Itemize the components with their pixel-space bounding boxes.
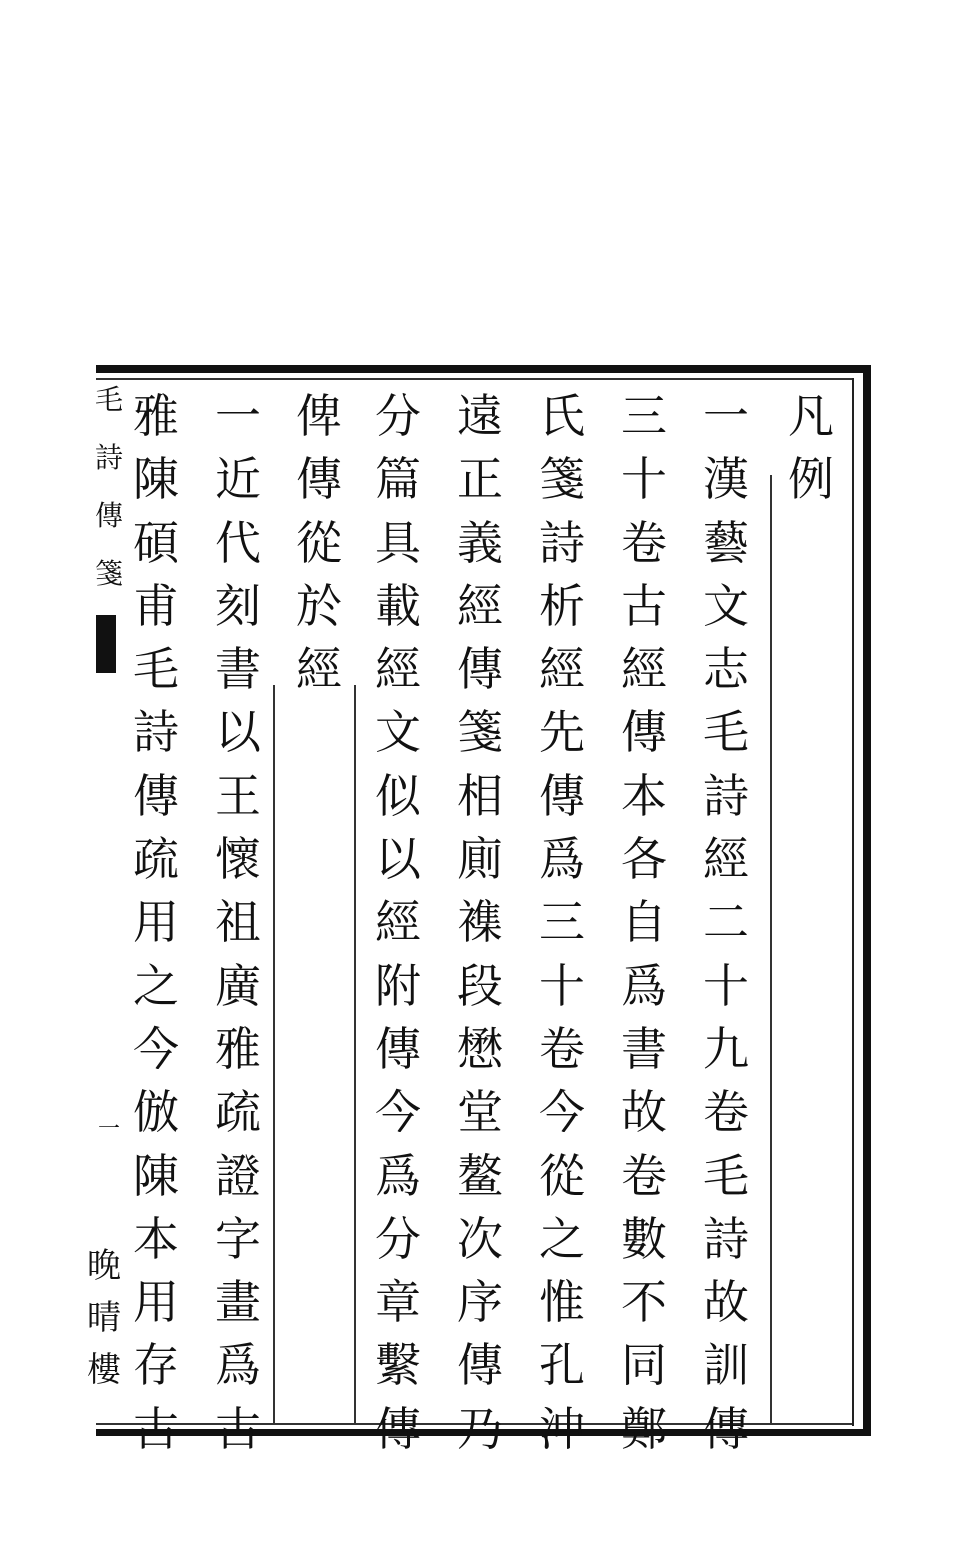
- text-char: 卷: [539, 1021, 585, 1076]
- text-char: 陳: [133, 452, 179, 507]
- text-char: 廁: [457, 832, 503, 887]
- text-char: 爲: [539, 832, 585, 887]
- spine-title-char: 詩: [95, 441, 124, 474]
- text-char: 次: [457, 1211, 503, 1266]
- text-char: 氏: [539, 389, 585, 443]
- text-char: 甫: [133, 578, 179, 633]
- text-char: 經: [375, 895, 421, 950]
- text-char: 詩: [133, 705, 179, 760]
- text-char: 詩: [539, 515, 585, 570]
- text-char: 傳: [457, 642, 503, 697]
- frame-top-border: [96, 365, 871, 373]
- text-char: 鄭: [621, 1401, 667, 1456]
- text-char: 繫: [375, 1338, 421, 1393]
- text-char: 書: [621, 1021, 667, 1076]
- text-char: 之: [539, 1211, 585, 1266]
- text-char: 經: [375, 642, 421, 697]
- text-char: 今: [539, 1085, 585, 1140]
- text-char: 數: [621, 1211, 667, 1266]
- text-char: 毛: [703, 1148, 749, 1203]
- text-char: 於: [296, 578, 342, 633]
- hall-name-char: 樓: [87, 1350, 121, 1390]
- text-char: 倣: [133, 1085, 179, 1140]
- text-char: 段: [457, 958, 503, 1013]
- text-char: 爲: [621, 958, 667, 1013]
- text-char: 經: [539, 642, 585, 697]
- text-char: 義: [457, 515, 503, 570]
- text-column-6: [283, 385, 355, 701]
- text-char: 以: [375, 832, 421, 887]
- text-char: 傳: [296, 452, 342, 507]
- text-char: 一: [215, 389, 261, 443]
- text-char: 三: [539, 895, 585, 950]
- title-char: 凡: [788, 389, 834, 443]
- text-char: 字: [215, 1211, 261, 1266]
- text-char: 故: [621, 1085, 667, 1140]
- text-char: 毛: [133, 642, 179, 697]
- text-char: 古: [215, 1401, 261, 1456]
- text-char: 經: [457, 578, 503, 633]
- text-char: 古: [133, 1401, 179, 1456]
- text-char: 附: [375, 958, 421, 1013]
- text-char: 序: [457, 1275, 503, 1330]
- text-char: 今: [375, 1085, 421, 1140]
- text-char: 本: [133, 1211, 179, 1266]
- text-char: 故: [703, 1275, 749, 1330]
- text-char: 用: [133, 895, 179, 950]
- text-char: 十: [621, 452, 667, 507]
- text-char: 廣: [215, 958, 261, 1013]
- text-char: 碩: [133, 515, 179, 570]
- text-char: 十: [539, 958, 585, 1013]
- text-column-4: [444, 385, 516, 1461]
- spine-title-char: 傳: [95, 499, 124, 532]
- text-char: 經: [296, 642, 342, 697]
- text-char: 卷: [621, 515, 667, 570]
- text-char: 本: [621, 768, 667, 823]
- text-char: 沖: [539, 1401, 585, 1456]
- text-char: 漢: [703, 452, 749, 507]
- text-column-5: [362, 385, 434, 1461]
- text-char: 分: [375, 1211, 421, 1266]
- frame-top-inner-border: [96, 378, 854, 380]
- text-char: 畫: [215, 1275, 261, 1330]
- text-column-8: [120, 385, 192, 1461]
- text-char: 十: [703, 958, 749, 1013]
- text-char: 陳: [133, 1148, 179, 1203]
- text-char: 疏: [133, 832, 179, 887]
- spine-fish-tail: [96, 615, 116, 673]
- frame-right-border: [863, 365, 871, 1436]
- text-char: 遠: [457, 389, 503, 443]
- text-char: 爲: [215, 1338, 261, 1393]
- text-char: 近: [215, 452, 261, 507]
- text-column-1: [690, 385, 762, 1461]
- hall-name: [80, 1240, 128, 1396]
- text-char: 箋: [539, 452, 585, 507]
- text-char: 鳌: [457, 1148, 503, 1203]
- text-char: 九: [703, 1021, 749, 1076]
- text-char: 從: [539, 1148, 585, 1203]
- text-char: 傳: [457, 1338, 503, 1393]
- text-char: 傳: [375, 1401, 421, 1456]
- text-char: 藝: [703, 515, 749, 570]
- leaf-number: 一: [97, 1117, 120, 1142]
- text-char: 爲: [375, 1148, 421, 1203]
- text-column-3: [526, 385, 598, 1461]
- text-char: 卷: [621, 1148, 667, 1203]
- text-char: 疏: [215, 1085, 261, 1140]
- text-char: 乃: [457, 1401, 503, 1456]
- spine-title-char: 毛: [95, 383, 124, 416]
- text-char: 詩: [703, 768, 749, 823]
- text-char: 堂: [457, 1085, 503, 1140]
- text-char: 證: [215, 1148, 261, 1203]
- text-char: 經: [621, 642, 667, 697]
- text-char: 章: [375, 1275, 421, 1330]
- text-char: 以: [215, 705, 261, 760]
- text-char: 同: [621, 1338, 667, 1393]
- text-char: 傳: [539, 768, 585, 823]
- text-char: 卷: [703, 1085, 749, 1140]
- text-char: 二: [703, 895, 749, 950]
- text-char: 古: [621, 578, 667, 633]
- text-char: 三: [621, 389, 667, 443]
- text-char: 詩: [703, 1211, 749, 1266]
- text-char: 相: [457, 768, 503, 823]
- spine-title-char: 箋: [95, 557, 124, 590]
- title-column: [775, 385, 847, 512]
- text-char: 懋: [457, 1021, 503, 1076]
- text-char: 具: [375, 515, 421, 570]
- text-char: 毛: [703, 705, 749, 760]
- text-char: 之: [133, 958, 179, 1013]
- text-char: 正: [457, 452, 503, 507]
- text-char: 俾: [296, 389, 342, 443]
- text-char: 雅: [215, 1021, 261, 1076]
- text-char: 從: [296, 515, 342, 570]
- text-char: 傳: [375, 1021, 421, 1076]
- text-char: 先: [539, 705, 585, 760]
- text-char: 各: [621, 832, 667, 887]
- text-char: 懷: [215, 832, 261, 887]
- text-char: 祖: [215, 895, 261, 950]
- text-char: 王: [215, 768, 261, 823]
- text-char: 自: [621, 895, 667, 950]
- text-char: 雅: [133, 389, 179, 443]
- text-char: 文: [375, 705, 421, 760]
- spine-title: [96, 385, 122, 617]
- text-char: 用: [133, 1275, 179, 1330]
- text-char: 箋: [457, 705, 503, 760]
- text-char: 析: [539, 578, 585, 633]
- text-char: 分: [375, 389, 421, 443]
- text-char: 傳: [133, 768, 179, 823]
- hall-name-char: 晴: [87, 1298, 121, 1338]
- text-char: 孔: [539, 1338, 585, 1393]
- text-char: 傳: [621, 705, 667, 760]
- text-char: 書: [215, 642, 261, 697]
- text-char: 一: [703, 389, 749, 443]
- text-char: 經: [703, 832, 749, 887]
- column-rule: [354, 685, 356, 1425]
- frame-right-inner-border: [852, 378, 854, 1426]
- text-char: 篇: [375, 452, 421, 507]
- text-char: 今: [133, 1021, 179, 1076]
- title-char: 例: [788, 452, 834, 507]
- text-char: 傳: [703, 1401, 749, 1456]
- hall-name-char: 晚: [87, 1246, 121, 1286]
- text-column-7: [202, 385, 274, 1461]
- text-column-2: [608, 385, 680, 1461]
- text-char: 代: [215, 515, 261, 570]
- column-rule: [770, 475, 772, 1425]
- text-char: 載: [375, 578, 421, 633]
- text-char: 惟: [539, 1275, 585, 1330]
- text-char: 存: [133, 1338, 179, 1393]
- text-char: 志: [703, 642, 749, 697]
- text-char: 不: [621, 1275, 667, 1330]
- text-char: 似: [375, 768, 421, 823]
- text-char: 襍: [457, 895, 503, 950]
- text-char: 刻: [215, 578, 261, 633]
- text-char: 文: [703, 578, 749, 633]
- text-char: 訓: [703, 1338, 749, 1393]
